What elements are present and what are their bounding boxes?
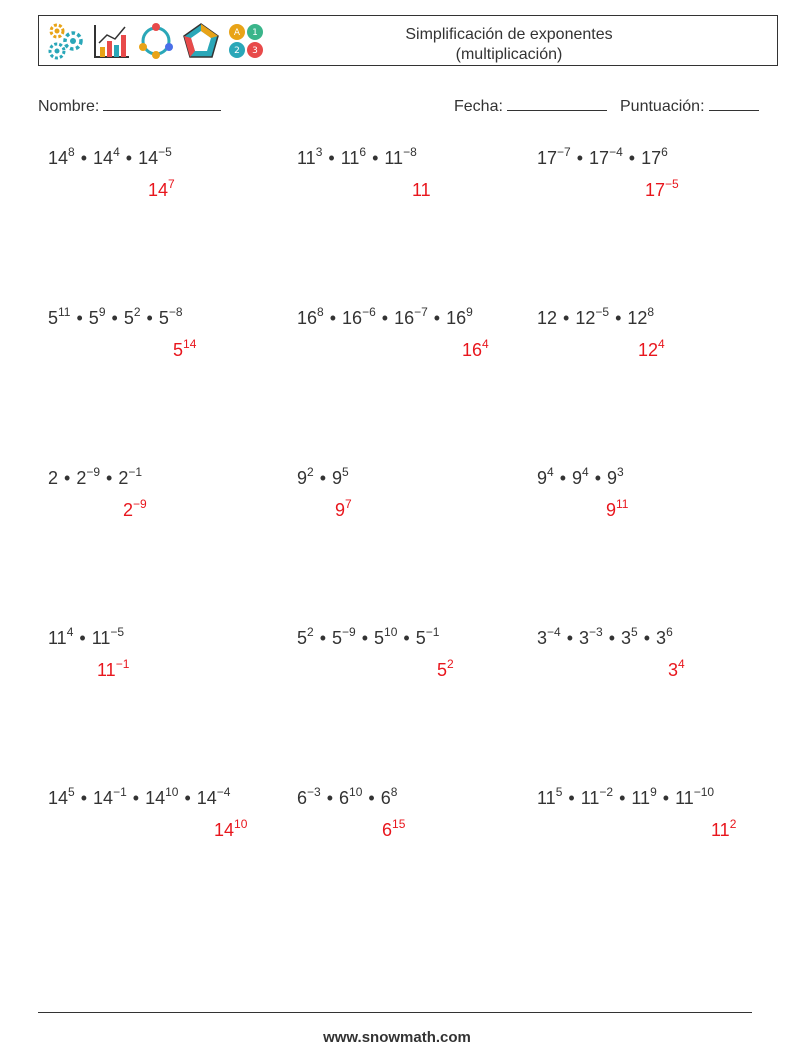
- base: 3: [537, 628, 548, 648]
- exponent: 2: [729, 817, 737, 831]
- exponent: 4: [658, 337, 665, 351]
- base: 11: [384, 148, 404, 168]
- problem-answer: [437, 657, 454, 681]
- problem-6: [537, 305, 777, 360]
- multiply-dot: •: [80, 788, 88, 808]
- exponent: 4: [678, 657, 685, 671]
- problem-answer: [335, 497, 352, 521]
- problem-expression: [297, 625, 537, 649]
- exponent: 5: [68, 785, 75, 799]
- logo-strip: [45, 20, 267, 62]
- problem-2: [297, 145, 537, 200]
- exponent: −2: [599, 785, 614, 799]
- power-term: [297, 785, 321, 808]
- base: 14: [148, 180, 169, 200]
- base: 9: [607, 468, 618, 488]
- multiply-dot: •: [64, 468, 71, 488]
- power-term: [537, 465, 554, 488]
- multiply-dot: •: [106, 468, 113, 488]
- exponent: 8: [390, 785, 398, 799]
- base: 3: [668, 660, 679, 680]
- base: 11: [711, 820, 730, 840]
- problem-answer: [148, 177, 175, 201]
- power-term: [382, 817, 406, 840]
- svg-text:3: 3: [252, 46, 258, 56]
- exponent: 4: [482, 337, 489, 351]
- power-term: [606, 497, 629, 520]
- multiply-dot: •: [372, 148, 379, 168]
- power-term: [668, 657, 685, 680]
- exponent: −5: [665, 177, 679, 191]
- power-term: [631, 785, 657, 808]
- base: 3: [579, 628, 590, 648]
- power-term: [339, 785, 363, 808]
- base: 2: [123, 500, 134, 520]
- base: 11: [412, 180, 431, 200]
- problem-10: [48, 625, 288, 680]
- base: 2: [76, 468, 87, 488]
- base: 16: [394, 308, 415, 328]
- problem-expression: [537, 465, 777, 489]
- base: 11: [537, 788, 556, 808]
- exponent: −1: [115, 657, 130, 671]
- multiply-dot: •: [79, 628, 86, 648]
- name-label: Nombre:: [38, 98, 100, 115]
- exponent: −9: [342, 625, 356, 639]
- exponent: −5: [110, 625, 125, 639]
- multiply-dot: •: [643, 628, 651, 648]
- problem-answer: [668, 657, 685, 681]
- base: 5: [332, 628, 343, 648]
- gears-icon: [45, 21, 87, 61]
- problem-12: [537, 625, 777, 680]
- multiply-dot: •: [326, 788, 334, 808]
- problem-answer: [412, 180, 431, 201]
- base: 5: [48, 308, 59, 328]
- power-term: [48, 625, 74, 648]
- power-term: [93, 145, 120, 168]
- power-term: [589, 145, 623, 168]
- problem-8: [297, 465, 537, 520]
- pentagon-icon: [181, 21, 221, 61]
- exponent: 6: [661, 145, 668, 159]
- exponent: 4: [547, 465, 554, 479]
- exponent: −5: [595, 305, 610, 319]
- exponent: −9: [86, 465, 101, 479]
- power-term: [158, 305, 183, 328]
- base: 9: [332, 468, 343, 488]
- power-term: [97, 657, 130, 680]
- power-term: [412, 180, 431, 200]
- power-term: [575, 305, 610, 328]
- base: 5: [123, 308, 134, 328]
- footer-url: www.snowmath.com: [323, 1029, 471, 1046]
- problem-expression: [537, 625, 777, 649]
- base: 5: [374, 628, 385, 648]
- power-term: [537, 625, 561, 648]
- power-term: [148, 177, 175, 200]
- exponent: 8: [647, 305, 655, 319]
- power-term: [48, 785, 75, 808]
- base: 16: [297, 308, 318, 328]
- multiply-dot: •: [608, 628, 616, 648]
- exponent: 2: [133, 305, 141, 319]
- base: 17: [641, 148, 662, 168]
- problem-9: [537, 465, 777, 520]
- problem-5: [297, 305, 537, 360]
- exponent: 10: [349, 785, 363, 799]
- exponent: 2: [307, 465, 314, 479]
- exponent: −8: [403, 145, 417, 159]
- problem-13: [48, 785, 288, 840]
- multiply-dot: •: [329, 308, 337, 328]
- multiply-dot: •: [80, 148, 88, 168]
- problem-4: [48, 305, 288, 360]
- problem-1: [48, 145, 288, 200]
- header-box: [38, 15, 778, 66]
- power-term: [537, 308, 557, 328]
- base: 14: [214, 820, 235, 840]
- exponent: −3: [589, 625, 603, 639]
- problem-answer: [123, 497, 147, 521]
- score-blank[interactable]: [709, 94, 759, 111]
- power-term: [374, 625, 398, 648]
- multiply-dot: •: [184, 788, 191, 808]
- name-field[interactable]: [38, 94, 221, 116]
- power-term: [656, 625, 673, 648]
- problem-expression: [48, 465, 288, 489]
- base: 14: [93, 788, 114, 808]
- base: 5: [173, 340, 184, 360]
- exponent: 11: [616, 497, 629, 511]
- exponent: 3: [617, 465, 624, 479]
- base: 16: [446, 308, 467, 328]
- power-term: [580, 785, 614, 808]
- multiply-dot: •: [403, 628, 410, 648]
- power-term: [123, 497, 147, 520]
- exponent: 9: [466, 305, 473, 319]
- power-term: [675, 785, 715, 808]
- power-term: [76, 465, 101, 488]
- exponent: −6: [362, 305, 376, 319]
- power-term: [394, 305, 428, 328]
- problem-7: [48, 465, 288, 520]
- exponent: 8: [317, 305, 324, 319]
- problem-expression: [537, 785, 777, 809]
- power-term: [638, 337, 665, 360]
- multiply-dot: •: [146, 308, 153, 328]
- power-term: [297, 305, 324, 328]
- power-term: [579, 625, 603, 648]
- power-term: [641, 145, 668, 168]
- base: 11: [48, 628, 67, 648]
- base: 14: [93, 148, 114, 168]
- multiply-dot: •: [628, 148, 636, 168]
- power-term: [93, 785, 127, 808]
- exponent: −4: [609, 145, 623, 159]
- power-term: [335, 497, 352, 520]
- base: 6: [297, 788, 308, 808]
- multiply-dot: •: [328, 148, 335, 168]
- multiply-dot: •: [381, 308, 389, 328]
- exponent: −7: [414, 305, 428, 319]
- number-bubbles-icon: [225, 21, 267, 61]
- base: 9: [537, 468, 548, 488]
- footer-divider: [38, 1012, 752, 1013]
- problem-expression: [297, 145, 537, 169]
- problem-expression: [48, 625, 288, 649]
- multiply-dot: •: [111, 308, 118, 328]
- exponent: 11: [58, 305, 71, 319]
- base: 9: [297, 468, 308, 488]
- problem-answer: [711, 817, 737, 841]
- title-line-2: (multiplicación): [455, 46, 563, 63]
- base: 6: [339, 788, 350, 808]
- power-term: [145, 785, 179, 808]
- people-cycle-icon: [135, 21, 177, 61]
- base: 14: [48, 788, 69, 808]
- exponent: 10: [384, 625, 398, 639]
- svg-text:1: 1: [252, 28, 258, 38]
- power-term: [173, 337, 197, 360]
- exponent: 2: [447, 657, 454, 671]
- power-term: [645, 177, 679, 200]
- problem-answer: [645, 177, 679, 201]
- score-field[interactable]: [620, 94, 759, 116]
- base: 5: [437, 660, 448, 680]
- base: 14: [196, 788, 217, 808]
- exponent: 5: [342, 465, 349, 479]
- problem-expression: [297, 305, 537, 329]
- base: 11: [675, 788, 694, 808]
- multiply-dot: •: [319, 468, 327, 488]
- problem-14: [297, 785, 537, 840]
- problem-answer: [606, 497, 629, 521]
- base: 11: [631, 788, 651, 808]
- name-blank[interactable]: [103, 94, 221, 111]
- exponent: 4: [113, 145, 120, 159]
- multiply-dot: •: [568, 788, 575, 808]
- problem-answer: [214, 817, 248, 841]
- power-term: [607, 465, 624, 488]
- multiply-dot: •: [125, 148, 133, 168]
- base: 5: [297, 628, 308, 648]
- power-term: [537, 145, 571, 168]
- multiply-dot: •: [615, 308, 622, 328]
- date-field[interactable]: [454, 94, 607, 116]
- multiply-dot: •: [563, 308, 570, 328]
- exponent: −5: [158, 145, 172, 159]
- power-term: [297, 625, 314, 648]
- base: 16: [462, 340, 483, 360]
- problem-answer: [638, 337, 665, 361]
- base: 9: [335, 500, 346, 520]
- exponent: −1: [128, 465, 143, 479]
- exponent: 6: [359, 145, 367, 159]
- multiply-dot: •: [433, 308, 441, 328]
- date-blank[interactable]: [507, 94, 607, 111]
- base: 3: [656, 628, 667, 648]
- multiply-dot: •: [594, 468, 602, 488]
- problem-expression: [537, 145, 777, 169]
- power-term: [446, 305, 473, 328]
- exponent: −7: [557, 145, 571, 159]
- multiply-dot: •: [619, 788, 626, 808]
- base: 14: [48, 148, 69, 168]
- power-term: [48, 305, 71, 328]
- multiply-dot: •: [576, 148, 584, 168]
- problem-expression: [48, 305, 288, 329]
- exponent: 9: [650, 785, 657, 799]
- base: 2: [118, 468, 129, 488]
- power-term: [297, 145, 323, 168]
- exponent: 15: [392, 817, 406, 831]
- base: 9: [572, 468, 583, 488]
- power-term: [123, 305, 141, 328]
- base: 2: [48, 468, 59, 488]
- exponent: −1: [425, 625, 440, 639]
- exponent: 2: [307, 625, 314, 639]
- problem-11: [297, 625, 537, 680]
- power-term: [297, 465, 314, 488]
- exponent: −1: [113, 785, 127, 799]
- base: 11: [340, 148, 360, 168]
- power-term: [342, 305, 376, 328]
- multiply-dot: •: [662, 788, 670, 808]
- multiply-dot: •: [361, 628, 369, 648]
- base: 5: [88, 308, 99, 328]
- score-label: Puntuación:: [620, 98, 705, 115]
- base: 6: [382, 820, 393, 840]
- exponent: −4: [216, 785, 231, 799]
- svg-text:A: A: [233, 28, 241, 38]
- problem-answer: [462, 337, 489, 361]
- exponent: −3: [307, 785, 321, 799]
- power-term: [380, 785, 398, 808]
- problem-expression: [537, 305, 777, 329]
- multiply-dot: •: [132, 788, 140, 808]
- power-term: [332, 465, 349, 488]
- power-term: [138, 145, 172, 168]
- exponent: 14: [183, 337, 197, 351]
- problem-expression: [297, 465, 537, 489]
- worksheet-title: [359, 25, 659, 65]
- power-term: [340, 145, 367, 168]
- base: 11: [97, 660, 116, 680]
- exponent: −8: [168, 305, 183, 319]
- exponent: 4: [582, 465, 589, 479]
- problem-expression: [297, 785, 537, 809]
- svg-text:2: 2: [234, 46, 240, 56]
- power-term: [118, 465, 143, 488]
- power-term: [462, 337, 489, 360]
- exponent: 9: [98, 305, 106, 319]
- multiply-dot: •: [319, 628, 327, 648]
- base: 12: [575, 308, 596, 328]
- chart-icon: [91, 21, 131, 61]
- exponent: 8: [68, 145, 75, 159]
- power-term: [437, 657, 454, 680]
- base: 5: [158, 308, 169, 328]
- base: 6: [380, 788, 391, 808]
- power-term: [572, 465, 589, 488]
- date-label: Fecha:: [454, 98, 503, 115]
- power-term: [384, 145, 417, 168]
- problem-answer: [97, 657, 130, 681]
- base: 11: [297, 148, 316, 168]
- power-term: [332, 625, 356, 648]
- base: 12: [537, 308, 558, 328]
- power-term: [621, 625, 638, 648]
- base: 3: [621, 628, 632, 648]
- exponent: 7: [168, 177, 175, 191]
- problem-expression: [48, 785, 288, 809]
- base: 9: [606, 500, 617, 520]
- multiply-dot: •: [559, 468, 567, 488]
- power-term: [214, 817, 248, 840]
- base: 12: [638, 340, 659, 360]
- base: 17: [589, 148, 610, 168]
- exponent: 7: [345, 497, 352, 511]
- base: 16: [342, 308, 363, 328]
- base: 11: [580, 788, 600, 808]
- power-term: [88, 305, 106, 328]
- exponent: 10: [165, 785, 179, 799]
- exponent: 6: [666, 625, 673, 639]
- exponent: 10: [234, 817, 248, 831]
- base: 17: [645, 180, 666, 200]
- problem-expression: [48, 145, 288, 169]
- exponent: 5: [555, 785, 563, 799]
- multiply-dot: •: [566, 628, 574, 648]
- exponent: −4: [547, 625, 561, 639]
- exponent: 3: [315, 145, 323, 159]
- problem-3: [537, 145, 777, 200]
- power-term: [196, 785, 231, 808]
- exponent: 4: [66, 625, 74, 639]
- power-term: [537, 785, 563, 808]
- power-term: [48, 468, 58, 488]
- base: 17: [537, 148, 558, 168]
- exponent: 5: [631, 625, 638, 639]
- power-term: [711, 817, 737, 840]
- base: 11: [91, 628, 111, 648]
- problem-15: [537, 785, 777, 840]
- exponent: −9: [133, 497, 147, 511]
- power-term: [91, 625, 125, 648]
- power-term: [627, 305, 655, 328]
- base: 14: [138, 148, 159, 168]
- base: 5: [415, 628, 426, 648]
- base: 14: [145, 788, 166, 808]
- problem-answer: [382, 817, 406, 841]
- multiply-dot: •: [76, 308, 83, 328]
- exponent: −10: [693, 785, 715, 799]
- base: 12: [627, 308, 648, 328]
- title-line-1: Simplificación de exponentes: [405, 26, 613, 43]
- power-term: [415, 625, 440, 648]
- problem-answer: [173, 337, 197, 361]
- multiply-dot: •: [368, 788, 375, 808]
- power-term: [48, 145, 75, 168]
